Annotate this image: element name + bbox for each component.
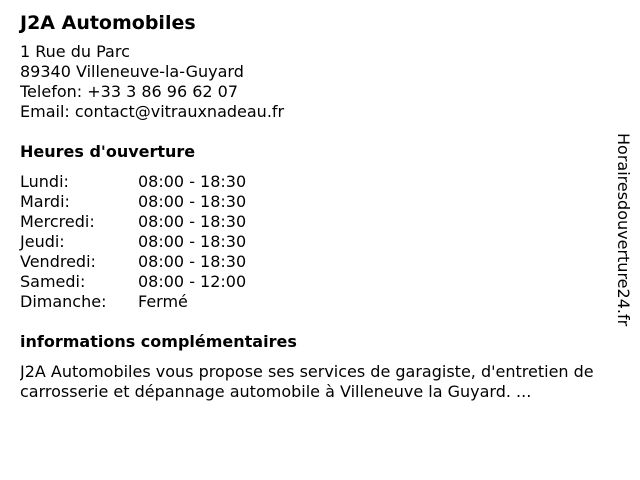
email-address: Email: contact@vitrauxnadeau.fr xyxy=(20,102,285,121)
hours-day: Dimanche: xyxy=(20,292,107,311)
hours-day: Lundi: xyxy=(20,172,69,191)
hours-time: 08:00 - 18:30 xyxy=(138,172,247,191)
hours-row-sunday xyxy=(20,292,620,312)
hours-day: Mardi: xyxy=(20,192,70,211)
hours-row-thursday xyxy=(20,232,620,252)
hours-row-friday xyxy=(20,252,620,272)
watermark-text: Horairesdouverture24.fr xyxy=(614,133,633,327)
hours-day: Vendredi: xyxy=(20,252,96,271)
hours-day: Jeudi: xyxy=(20,232,65,251)
contact-block xyxy=(20,42,620,122)
business-name: J2A Automobiles xyxy=(20,12,196,34)
hours-time: 08:00 - 18:30 xyxy=(138,192,247,211)
hours-row-wednesday xyxy=(20,212,620,232)
hours-time: 08:00 - 18:30 xyxy=(138,212,247,231)
hours-day: Samedi: xyxy=(20,272,86,291)
hours-table xyxy=(20,172,620,312)
hours-row-saturday xyxy=(20,272,620,292)
hours-time: Fermé xyxy=(138,292,188,311)
hours-time: 08:00 - 18:30 xyxy=(138,232,247,251)
address-street: 1 Rue du Parc xyxy=(20,42,130,61)
business-description: J2A Automobiles vous propose ses services de garagiste, d'entretien de carrosserie et dépannage automobile à Villeneuve la Guyard. ... xyxy=(20,362,594,401)
phone-number: Telefon: +33 3 86 96 62 07 xyxy=(20,82,239,101)
address-city: 89340 Villeneuve-la-Guyard xyxy=(20,62,244,81)
info-heading: informations complémentaires xyxy=(20,332,297,351)
hours-row-monday xyxy=(20,172,620,192)
business-card xyxy=(20,10,620,402)
hours-heading: Heures d'ouverture xyxy=(20,142,196,161)
hours-time: 08:00 - 18:30 xyxy=(138,252,247,271)
hours-day: Mercredi: xyxy=(20,212,95,231)
hours-time: 08:00 - 12:00 xyxy=(138,272,247,291)
hours-row-tuesday xyxy=(20,192,620,212)
